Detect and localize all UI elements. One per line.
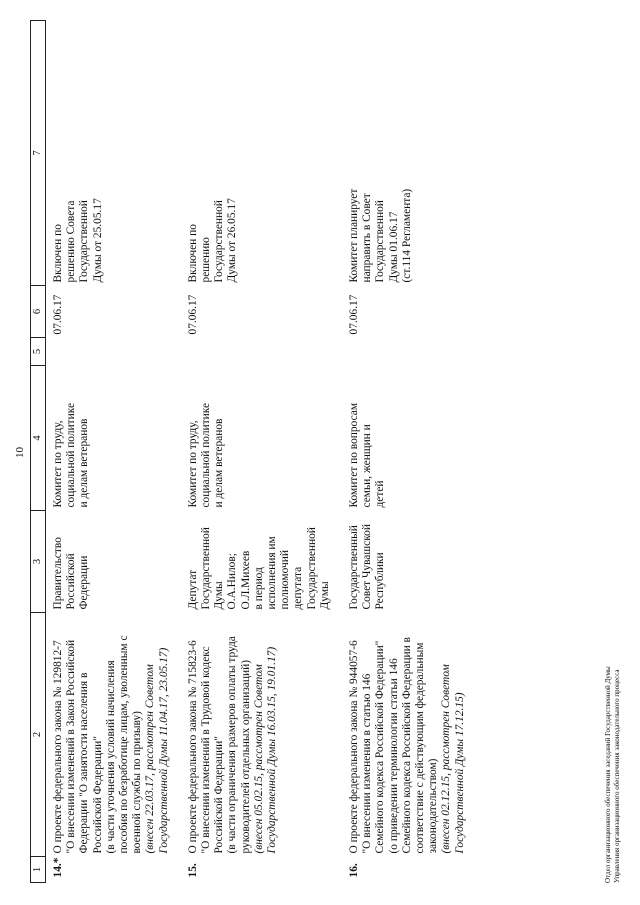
initiator-line: в период: [252, 567, 265, 610]
initiator: [46, 511, 181, 613]
committee-line: семьи, женщин и: [361, 424, 374, 508]
note-line: Комитет планирует: [348, 188, 361, 283]
bill-subject-line: руководителей отдельных организаций): [239, 659, 252, 854]
note: [342, 21, 477, 286]
bill-subject-line: "О внесении изменений в Трудовой кодекс: [200, 646, 213, 854]
item-number: 15.: [186, 863, 199, 878]
column-header: 4: [31, 366, 46, 511]
footer-directorate: Управления организационного обеспечения законодательного процесса: [613, 669, 621, 883]
bill-subject-line: Государственной Думы 16.03.15, 19.01.17): [266, 646, 279, 854]
bill-subject-line: Государственной Думы 17.12.15): [453, 692, 466, 854]
bill-subject-line: пособия по безработице лицам, уволенным с: [118, 635, 131, 854]
bill-subject-line: Российской Федерации": [91, 736, 104, 854]
bill-subject-line: (в части ограничения размеров оплаты труда: [226, 636, 239, 854]
note-line: Думы 01.06.17: [387, 211, 400, 283]
committee-line: Комитет по вопросам: [348, 402, 361, 508]
bill-subject-line: Российской Федерации": [213, 736, 226, 854]
initiator-line: Депутат: [186, 569, 199, 610]
bill-subject: [181, 613, 342, 857]
note-line: (ст.114 Регламента): [400, 188, 413, 283]
agenda-row: [342, 21, 477, 883]
bill-subject-line: (в части уточнения условий начисления: [104, 660, 117, 854]
column-header: 7: [31, 21, 46, 286]
initiator-line: Государственный: [348, 525, 361, 610]
column-header: 1: [31, 857, 46, 883]
bill-subject: [342, 613, 477, 857]
committee-line: и делам ветеранов: [213, 418, 226, 508]
note-line: направить в Совет: [361, 193, 374, 283]
committee-line: Комитет по труду,: [52, 420, 64, 508]
note-line: Думы от 25.05.17: [91, 198, 104, 283]
initiator-line: Республики: [374, 552, 387, 610]
column-header: 2: [31, 613, 46, 857]
initiator-line: полномочий: [279, 550, 292, 610]
initiator-line: Федерации: [78, 555, 91, 610]
responsible-committee: [46, 366, 181, 511]
review-date: 07.06.17: [186, 294, 199, 335]
note-line: Государственной: [78, 200, 91, 283]
note: [181, 21, 342, 286]
bill-subject-line: Федерации "О занятости населения в: [78, 672, 91, 854]
footer-department: Отдел организационного обеспечения заседаний Государственной Думы: [604, 666, 612, 883]
bill-subject-line: соответствие с действующим федеральным: [414, 642, 427, 854]
committee-line: социальной политике: [200, 402, 213, 508]
bill-subject-line: законодательством): [427, 758, 440, 854]
initiator-line: исполнения им: [266, 536, 279, 610]
bill-subject-line: О проекте федерального закона № 129812-7: [52, 640, 64, 854]
initiator-line: О.Л.Михеев: [239, 550, 252, 610]
note-line: Государственной: [374, 200, 387, 283]
initiator-line: Думы: [213, 581, 226, 610]
item-number: 16.: [348, 863, 361, 878]
note-line: решению: [200, 237, 213, 283]
column-5-value: [181, 338, 342, 366]
initiator-line: депутата: [292, 566, 305, 610]
bill-subject-line: "О внесении изменений в Закон Российской: [65, 639, 78, 854]
initiator: [342, 511, 477, 613]
initiator-line: Государственной: [200, 527, 213, 610]
footer: [604, 666, 622, 883]
initiator-line: Государственной: [305, 527, 318, 610]
bill-subject: [46, 613, 181, 857]
bill-subject-line: (внесен 02.12.15, рассмотрен Советом: [440, 664, 453, 854]
bill-subject-line: "О внесении изменения в статью 146: [361, 673, 374, 854]
agenda-rows: [46, 21, 477, 883]
responsible-committee: [181, 366, 342, 511]
responsible-committee: [342, 366, 477, 511]
bill-subject-line: (внесен 22.03.17, рассмотрен Советом: [144, 664, 157, 854]
bill-subject-line: военной службы по призыву): [131, 711, 144, 854]
page-number: 10: [14, 447, 26, 458]
note-line: Включен по: [186, 224, 199, 283]
bill-subject-line: О проекте федерального закона № 715823-6: [186, 640, 199, 854]
review-date: 07.06.17: [348, 294, 361, 335]
column-header: 5: [31, 338, 46, 366]
column-5-value: [46, 338, 181, 366]
bill-subject-line: Семейного кодекса Российской Федерации в: [400, 637, 413, 854]
column-header: 3: [31, 511, 46, 613]
note-line: Государственной: [213, 200, 226, 283]
agenda-table: [30, 20, 477, 883]
column-5-value: [342, 338, 477, 366]
initiator-line: Российской: [65, 553, 78, 610]
bill-subject-line: Семейного кодекса Российской Федерации": [374, 640, 387, 854]
bill-subject-line: Государственной Думы 11.04.17, 23.05.17): [157, 647, 170, 854]
review-date: 07.06.17: [52, 294, 64, 335]
column-number-row: [31, 21, 46, 883]
bill-subject-line: О проекте федерального закона № 944057-6: [348, 640, 361, 854]
column-header: 6: [31, 286, 46, 338]
note: [46, 21, 181, 286]
committee-line: Комитет по труду,: [186, 420, 199, 508]
committee-line: и делам ветеранов: [78, 418, 91, 508]
note-line: решению Совета: [65, 200, 78, 283]
item-number: 14.*: [52, 857, 64, 878]
initiator-line: О.А.Нилов;: [226, 553, 239, 610]
bill-subject-line: (внесен 05.02.15, рассмотрен Советом: [252, 664, 265, 854]
initiator-line: Правительство: [52, 537, 64, 610]
committee-line: детей: [374, 480, 387, 508]
initiator-line: Совет Чувашской: [361, 524, 374, 610]
note-line: Думы от 26.05.17: [226, 198, 239, 283]
agenda-row: [46, 21, 181, 883]
agenda-row: [181, 21, 342, 883]
initiator-line: Думы: [318, 581, 331, 610]
bill-subject-line: (о приведении терминологии статьи 146: [387, 658, 400, 854]
initiator: [181, 511, 342, 613]
committee-line: социальной политике: [65, 402, 78, 508]
note-line: Включен по: [52, 224, 64, 283]
